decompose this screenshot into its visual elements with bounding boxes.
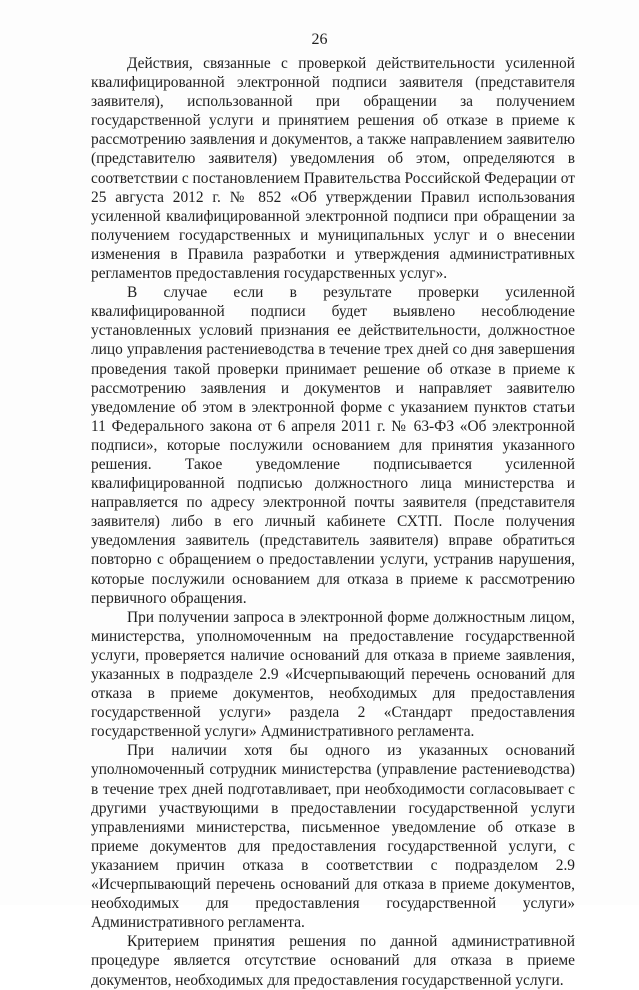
paragraph-verification-failure: В случае если в результате проверки усиленной квалифицированной подписи будет выявлено несоблюдение установленных условий признания ее действительности, должностное лицо управления растениеводства в течение трех дней со дня завершения проведения такой проверки принимает решение об отказе в приеме к рассмотрению заявления и документов и направляет заявителю уведомление об этом в электронной форме с указанием пунктов статьи 11 Федерального закона от 6 апреля 2011 г. № 63-ФЗ «Об электронной подписи», которые послужили основанием для принятия указанного решения. Такое уведомление подписывается усиленной квалифицированной подписью должностного лица министерства и направляется по адресу электронной почты заявителя (представителя заявителя) либо в его личный кабинете СХТП. После получения уведомления заявитель (представитель заявителя) вправе обратиться повторно с обращением о предоставлении услуги, устранив нарушения, которые послужили основанием для отказа в приеме к рассмотрению первичного обращения. xyxy=(91,284,575,607)
document-body xyxy=(91,54,575,990)
paragraph-decision-criterion: Критерием принятия решения по данной административной процедуре является отсутствие оснований для отказа в приеме документов, необходимых для предоставления государственной услуги. xyxy=(91,933,575,989)
page-number: 26 xyxy=(311,31,328,48)
paragraph-refusal-notice: При наличии хотя бы одного из указанных оснований уполномоченный сотрудник министерства (управление растениеводства) в течение трех дней подготавливает, при необходимости согласовывает с другими участвующими в предоставлении государственной услуги управлениями министерства, письменное уведомление об отказе в приеме документов для предоставления государственной услуги, с указанием причин отказа в соответствии с подразделом 2.9 «Исчерпывающий перечень оснований для отказа в приеме документов, необходимых для предоставления государственной услуги» Административного регламента. xyxy=(91,742,575,932)
paragraph-electronic-request-check: При получении запроса в электронной форме должностным лицом, министерства, уполномоченным на предоставление государственной услуги, проверяется наличие оснований для отказа в приеме заявления, указанных в подразделе 2.9 «Исчерпывающий перечень оснований для отказа в приеме документов, необходимых для предоставления государственной услуги» раздела 2 «Стандарт предоставления государственной услуги» Административного регламента. xyxy=(91,608,575,741)
paragraph-signature-verification: Действия, связанные с проверкой действительности усиленной квалифицированной электронной подписи заявителя (представителя заявителя), использованной при обращении за получением государственной услуги и принятием решения об отказе в приеме к рассмотрению заявления и документов, а также направлением заявителю (представителю заявителя) уведомления об этом, определяются в соответствии с постановлением Правительства Российской Федерации от 25 августа 2012 г. № 852 «Об утверждении Правил использования усиленной квалифицированной электронной подписи при обращении за получением государственных и муниципальных услуг и о внесении изменения в Правила разработки и утверждения административных регламентов предоставления государственных услуг». xyxy=(91,55,575,283)
